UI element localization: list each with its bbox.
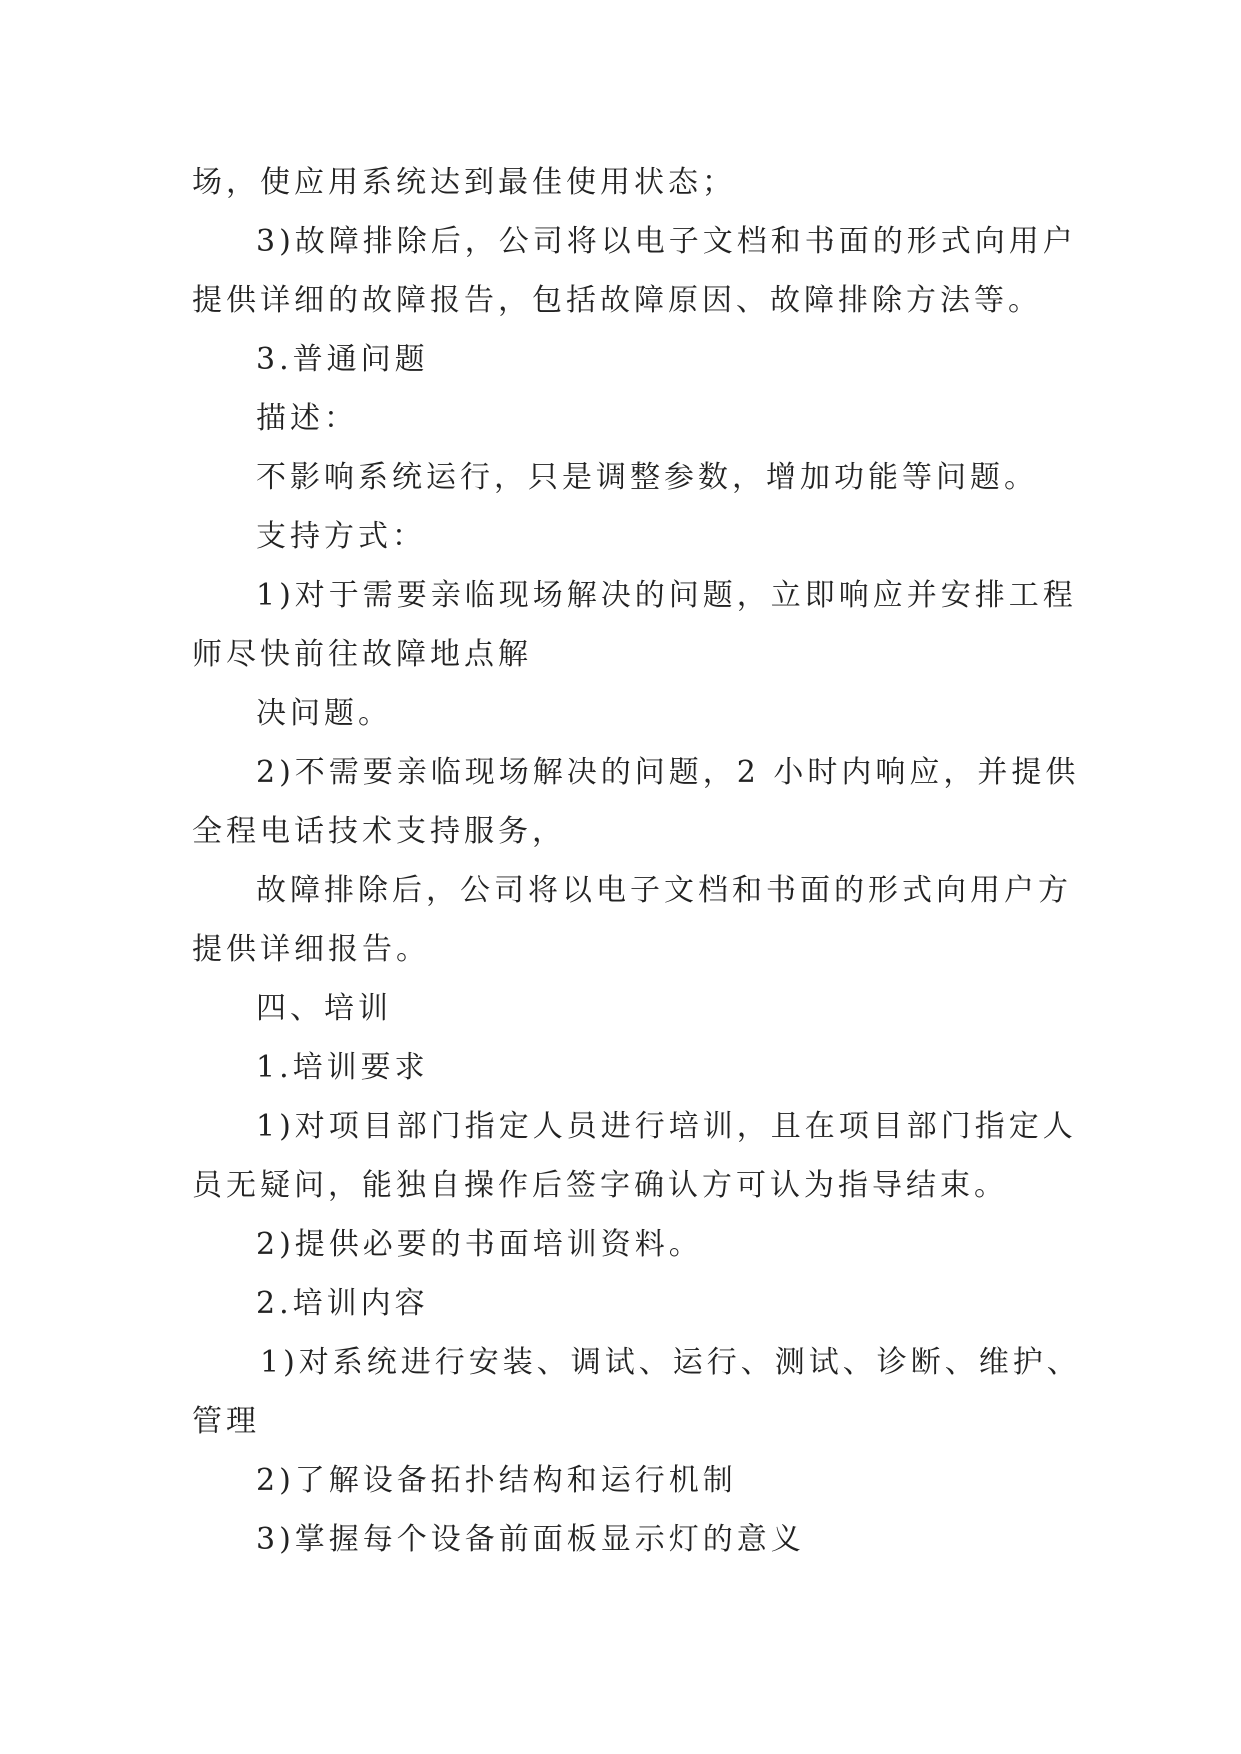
text-line: 故障排除后，公司将以电子文档和书面的形式向用户方 — [256, 873, 1072, 908]
section-heading: 四、培训 — [256, 991, 392, 1026]
text-line: 提供详细的故障报告，包括故障原因、故障排除方法等。 — [192, 283, 1042, 318]
section-heading: 3.普通问题 — [256, 342, 429, 377]
text-line: 提供详细报告。 — [192, 932, 430, 967]
section-heading: 1.培训要求 — [256, 1050, 429, 1085]
text-line: 2)提供必要的书面培训资料。 — [256, 1227, 703, 1262]
text-line: 1)对系统进行安装、调试、运行、测试、诊断、维护、 — [260, 1345, 1081, 1380]
text-line: 决问题。 — [256, 696, 392, 731]
text-line: 1)对于需要亲临现场解决的问题，立即响应并安排工程 — [256, 578, 1077, 613]
text-line: 不影响系统运行，只是调整参数，增加功能等问题。 — [256, 460, 1038, 495]
text-line: 2)了解设备拓扑结构和运行机制 — [256, 1463, 737, 1498]
text-line: 1)对项目部门指定人员进行培训，且在项目部门指定人 — [256, 1109, 1077, 1144]
text-line: 3)故障排除后，公司将以电子文档和书面的形式向用户 — [256, 224, 1077, 259]
text-line: 员无疑问，能独自操作后签字确认方可认为指导结束。 — [192, 1168, 1008, 1203]
text-line: 描述： — [256, 401, 358, 436]
text-line: 支持方式： — [256, 519, 426, 554]
text-line: 2)不需要亲临现场解决的问题，2 小时内响应，并提供 — [256, 755, 1080, 790]
text-line: 管理 — [192, 1404, 260, 1439]
section-heading: 2.培训内容 — [256, 1286, 429, 1321]
text-line: 全程电话技术支持服务， — [192, 814, 566, 849]
text-line: 3)掌握每个设备前面板显示灯的意义 — [256, 1522, 805, 1557]
text-line: 场，使应用系统达到最佳使用状态； — [192, 165, 736, 200]
text-line: 师尽快前往故障地点解 — [192, 637, 532, 672]
